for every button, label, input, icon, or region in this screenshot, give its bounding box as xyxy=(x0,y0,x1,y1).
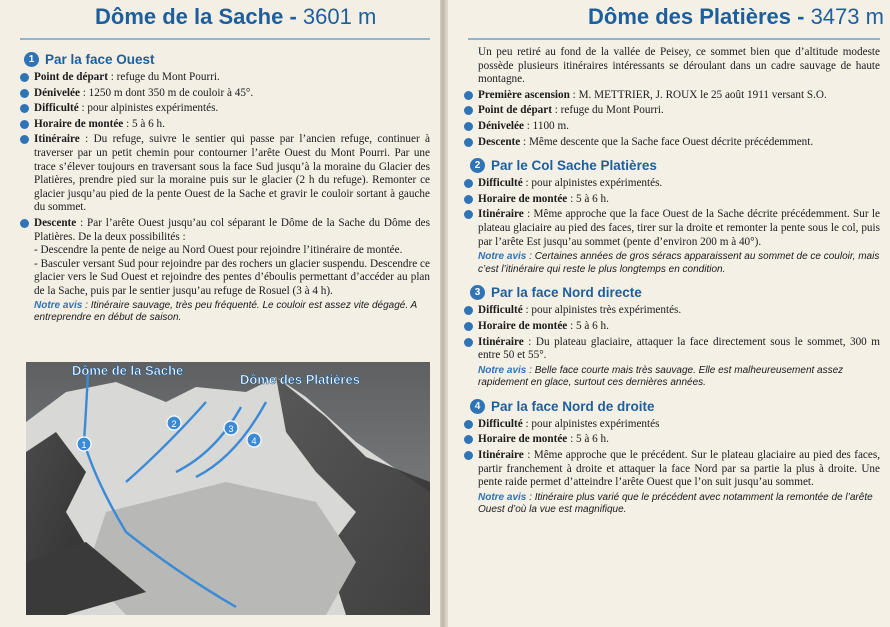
bullet-icon xyxy=(464,195,473,204)
svg-text:3: 3 xyxy=(228,424,234,434)
svg-text:4: 4 xyxy=(251,436,257,446)
bullet-icon xyxy=(464,122,473,131)
bullet-icon xyxy=(464,91,473,100)
left-text-column xyxy=(28,52,430,325)
info-itineraire: Itinéraire : Du refuge, suivre le sentier qui passe par l’ancien refuge, continuer à traverser par un petit chemin pour contourner l’arête Ouest du Mont Pourri. Par une trace s’élever toujours en traversant sous la face Sud jusqu’à la moraine du Glacier des Platières, prendre pied sur la moraine puis sur le glacier (2 h du refuge). Remonter ce glacier jusqu’au pied de la pente Ouest de la Sache et gravir le couloir sortant à gauche du sommet. xyxy=(34,133,430,215)
info-horaire: Horaire de montée : 5 à 6 h. xyxy=(478,320,880,334)
svg-text:2: 2 xyxy=(171,419,177,429)
bullet-icon xyxy=(464,451,473,460)
bullet-icon xyxy=(464,179,473,188)
bullet-icon xyxy=(464,210,473,219)
page-title-left: Dôme de la Sache - 3601 m xyxy=(95,4,377,29)
left-page xyxy=(0,0,440,627)
bullet-icon xyxy=(464,138,473,147)
section-heading-1: 1 Par la face Ouest xyxy=(24,52,430,67)
info-itineraire: Itinéraire : Même approche que la face Ouest de la Sache décrite précédemment. Sur le plateau glaciaire au pied des faces, tirer sur la droite et remonter la pente sous le col, puis par l’arête Est jusqu’au sommet (pente d’environ 200 m à 40°). xyxy=(478,208,880,249)
bullet-icon xyxy=(20,135,29,144)
info-denivelee: Dénivelée : 1100 m. xyxy=(478,120,880,134)
bullet-icon xyxy=(464,306,473,315)
route-number-badge: 4 xyxy=(470,399,485,414)
notre-avis-3: Notre avis : Belle face courte mais très sauvage. Elle est malheureusement assez rapidement en glace, surtout ces dernières années. xyxy=(478,364,844,389)
bullet-icon xyxy=(20,219,29,228)
info-difficulte: Difficulté : pour alpinistes expérimentés xyxy=(478,418,880,432)
info-horaire: Horaire de montée : 5 à 6 h. xyxy=(478,433,880,447)
title-rule xyxy=(468,38,880,40)
bullet-icon xyxy=(20,89,29,98)
route-number-badge: 3 xyxy=(470,285,485,300)
bullet-icon xyxy=(464,322,473,331)
route-number-badge: 1 xyxy=(24,52,39,67)
info-denivelee: Dénivelée : 1250 m dont 350 m de couloir à 45°. xyxy=(34,87,430,101)
info-horaire: Horaire de montée : 5 à 6 h. xyxy=(478,193,880,207)
bullet-icon xyxy=(20,104,29,113)
bullet-icon xyxy=(464,420,473,429)
right-page xyxy=(448,0,890,627)
info-difficulte: Difficulté : pour alpinistes expérimentés. xyxy=(478,177,880,191)
descent-option-1: - Descendre la pente de neige au Nord Ouest pour rejoindre l’itinéraire de montée. xyxy=(34,244,403,257)
info-premiere-ascension: Première ascension : M. METTRIER, J. ROUX le 25 août 1911 versant S.O. xyxy=(478,89,880,103)
bullet-icon xyxy=(464,338,473,347)
section-heading-4: 4 Par la face Nord de droite xyxy=(470,399,880,414)
info-itineraire: Itinéraire : Du plateau glaciaire, attaquer la face directement sous le sommet, 300 m entre 50 et 55°. xyxy=(478,336,880,363)
photo-marker-1 xyxy=(77,437,91,451)
svg-text:1: 1 xyxy=(81,440,87,450)
info-point-depart: Point de départ : refuge du Mont Pourri. xyxy=(478,104,880,118)
bullet-icon xyxy=(20,73,29,82)
info-itineraire: Itinéraire : Même approche que le précédent. Sur le plateau glaciaire au pied des faces, partir franchement à droite et attaquer la face Nord par sa partie la plus à droite. Une pente raide permet d’atteindre l’arête Ouest que l’on suit jusqu’au sommet. xyxy=(478,449,880,490)
section-heading-2: 2 Par le Col Sache Platières xyxy=(470,158,880,173)
info-descente: Descente : Même descente que la Sache face Ouest décrite précédemment. xyxy=(478,136,880,150)
info-descente: Descente : Par l’arête Ouest jusqu’au col séparant le Dôme de la Sache du Dôme des Platières. De la deux possibilités : xyxy=(34,217,430,244)
photo-label-sache: Dôme de la Sache xyxy=(72,363,184,378)
title-rule xyxy=(20,38,430,40)
info-horaire: Horaire de montée : 5 à 6 h. xyxy=(34,118,430,132)
notre-avis-4: Notre avis : Itinéraire plus varié que le précédent avec notamment la remontée de l’arête Ouest d’où la vue est magnifique. xyxy=(478,491,873,516)
right-text-column xyxy=(474,46,880,517)
photo-marker-4 xyxy=(247,433,261,447)
info-point-depart: Point de départ : refuge du Mont Pourri. xyxy=(34,71,430,85)
mountain-photo xyxy=(26,362,430,615)
intro-paragraph: Un peu retiré au fond de la vallée de Peisey, ce sommet bien que d’altitude modeste possède plusieurs itinéraires intéressants se déroulant dans un cadre sauvage de haute montagne. xyxy=(478,46,880,86)
info-difficulte: Difficulté : pour alpinistes expérimentés. xyxy=(34,102,430,116)
info-difficulte: Difficulté : pour alpinistes très expérimentés. xyxy=(478,304,880,318)
section-heading-3: 3 Par la face Nord directe xyxy=(470,285,880,300)
bullet-icon xyxy=(464,435,473,444)
page-title-right: Dôme des Platières - 3473 m xyxy=(588,4,884,29)
photo-marker-3 xyxy=(224,421,238,435)
notre-avis-2: Notre avis : Certaines années de gros séracs apparaissent au sommet de ce couloir, mais c’est l’itinéraire qui reste le plus longtemps en condition. xyxy=(478,251,880,275)
route-number-badge: 2 xyxy=(470,158,485,173)
bullet-icon xyxy=(464,106,473,115)
bullet-icon xyxy=(20,120,29,129)
photo-marker-2 xyxy=(167,416,181,430)
descent-option-2: - Basculer versant Sud pour rejoindre par des rochers un glacier suspendu. Descendre ce glacier vers le Sud Ouest et rejoindre des pentes d’éboulis permettant d’accéder au plan de la Sache, puis par le sentier jusqu’au refuge de Rosuel (3 à 4 h). xyxy=(34,257,430,297)
photo-label-platieres: Dôme des Platières xyxy=(240,372,360,387)
notre-avis-1: Notre avis : Itinéraire sauvage, très peu fréquenté. Le couloir est assez vite dégagé. A entreprendre en début de saison. xyxy=(34,299,417,324)
